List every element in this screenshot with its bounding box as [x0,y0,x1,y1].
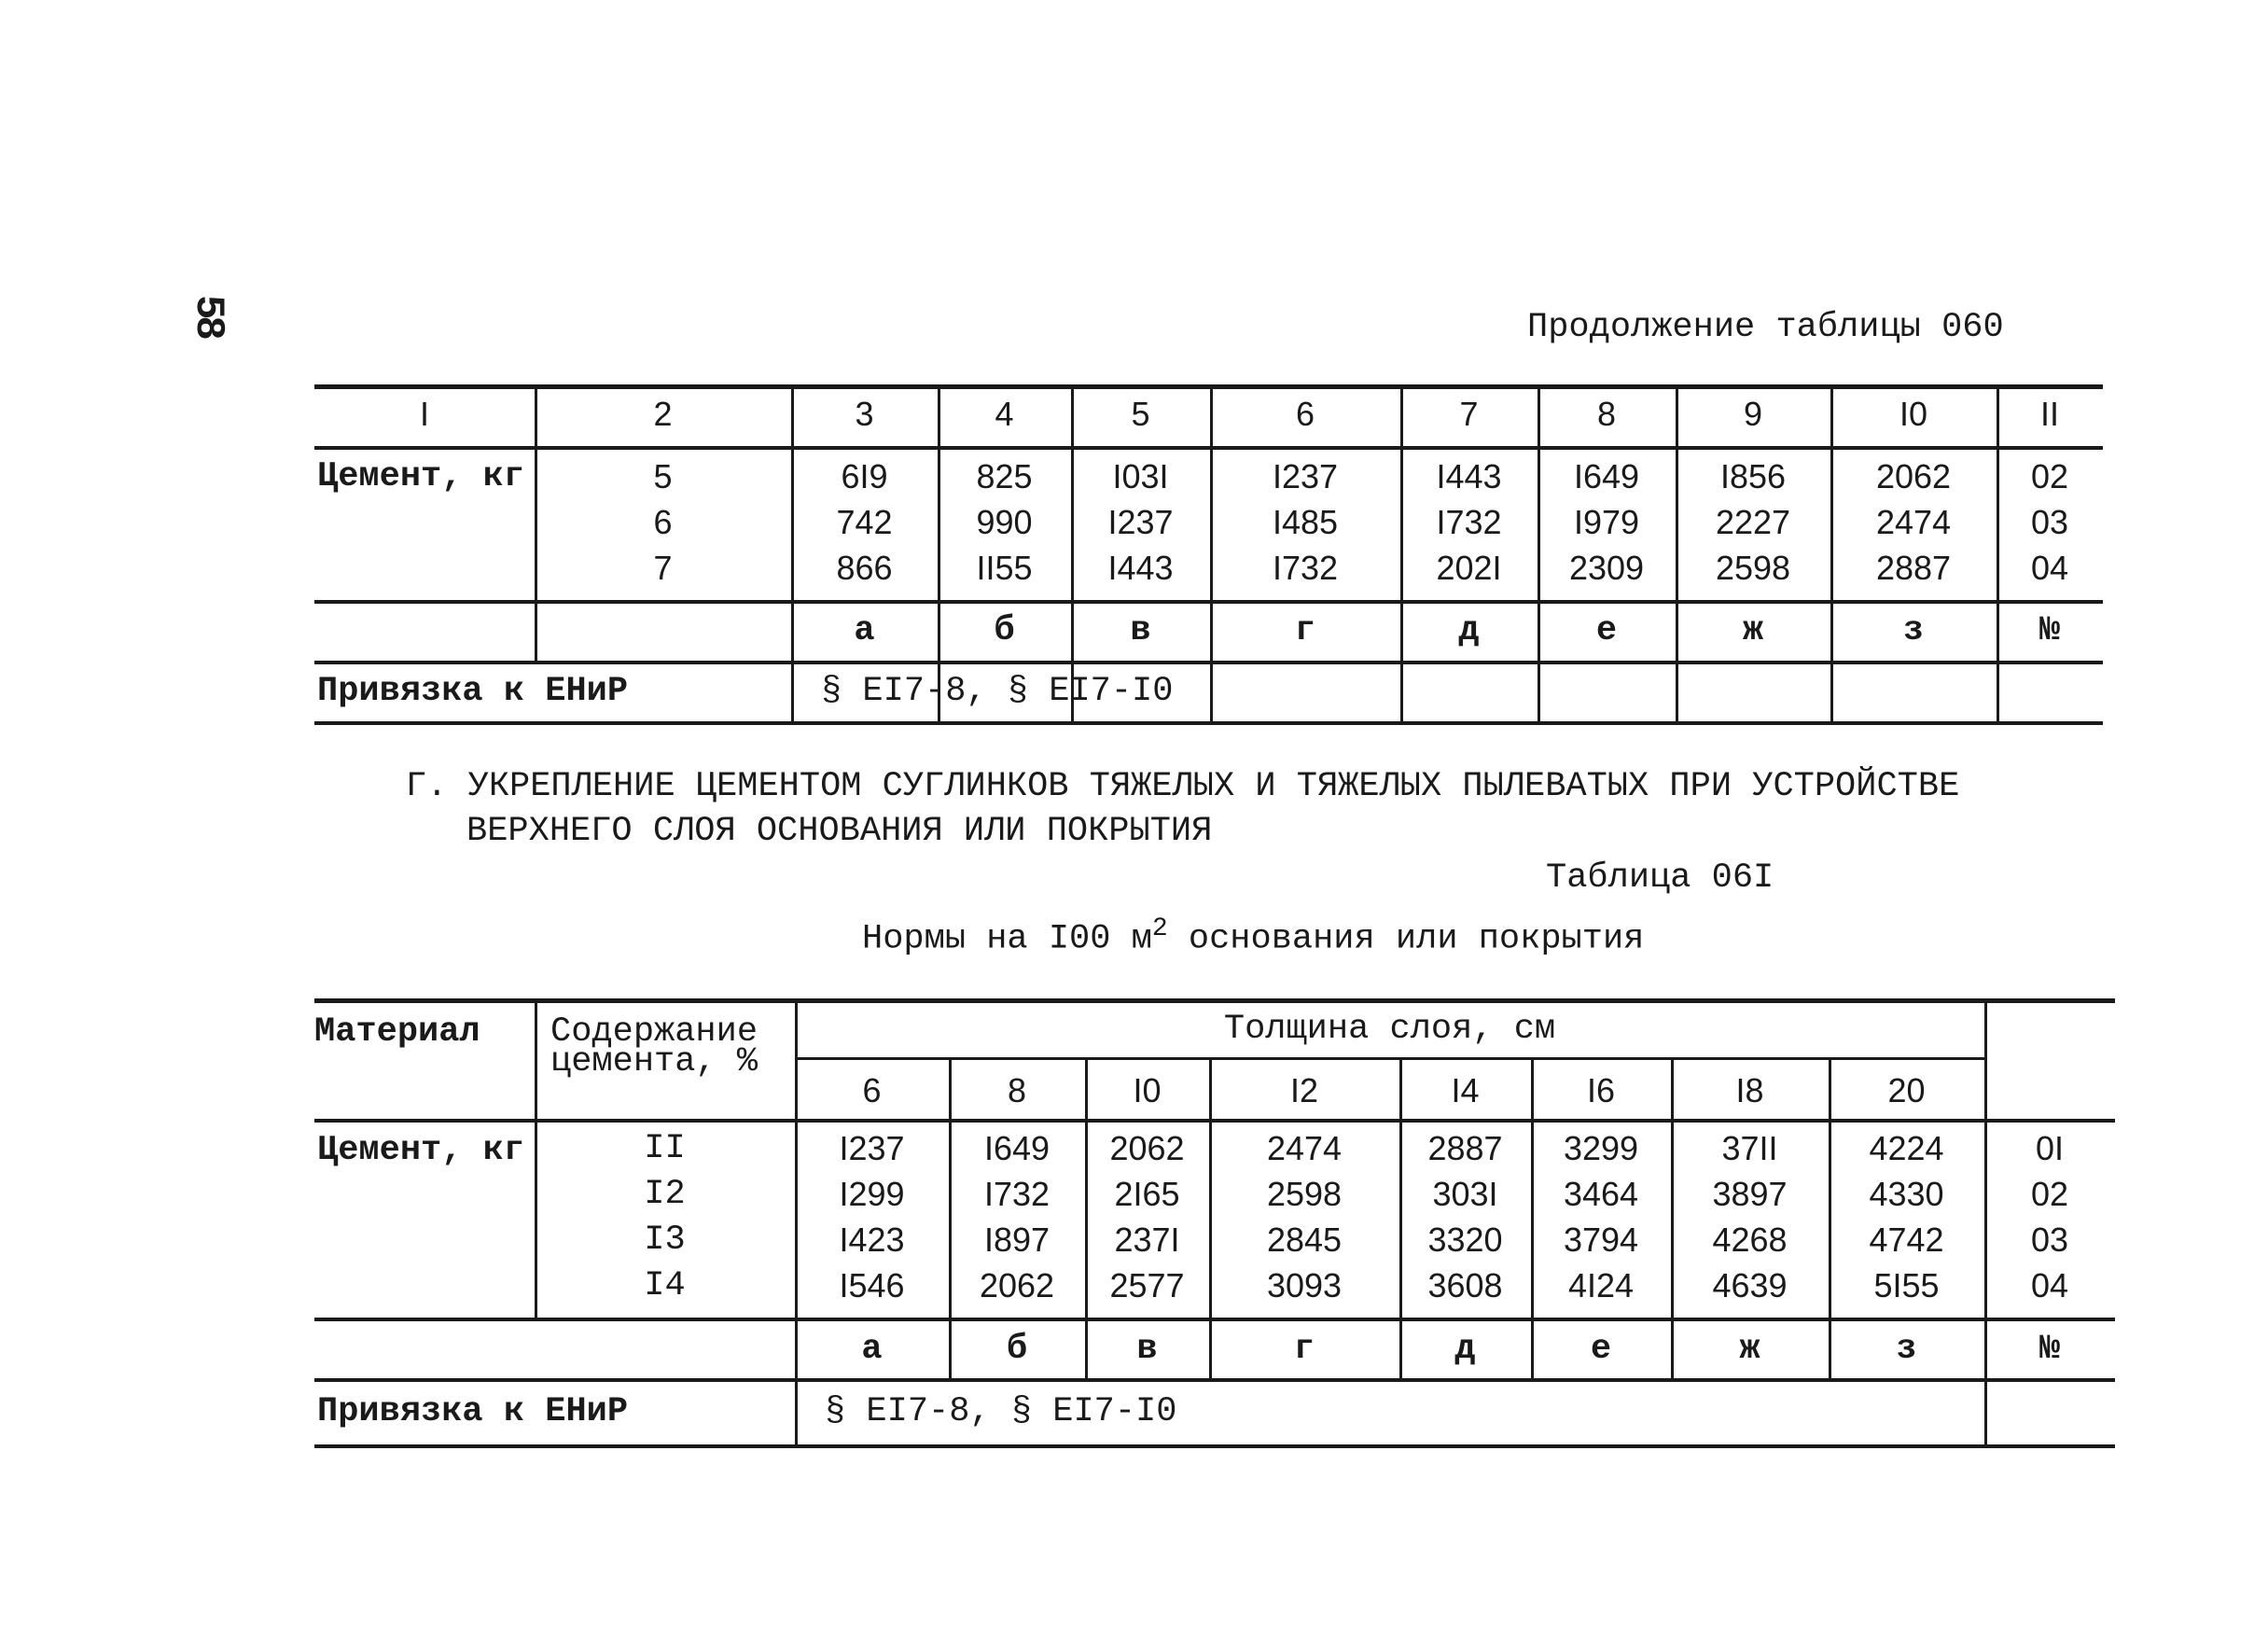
table-060-letter-cell: ж [1742,611,1764,650]
table-061-value-cell: 303I [1432,1175,1498,1213]
table-060-value-cell: 866 [836,549,893,587]
table-060-value-cell: I03I [1112,457,1169,495]
table-061-value-cell: 4330 [1869,1175,1944,1213]
table-061-letter-cell: а [861,1330,883,1369]
table-060-header-divider [314,446,2103,450]
table-060-value-cell: 2062 [1875,457,1952,495]
table-060-header-cell: 2 [653,395,673,433]
table-061-value-cell: 3794 [1563,1221,1639,1259]
table-060-value-cell: 990 [976,503,1033,541]
table-060-header-cell: 9 [1743,395,1763,433]
table-060-value-cell: 825 [976,457,1033,495]
table-061-code-cell: 04 [2030,1266,2069,1304]
table-061-thickness-cell: I6 [1586,1071,1616,1109]
table-060-value-cell: 6I9 [841,457,888,495]
table-060-binding-value: § EI7-8, § EI7-I0 [821,672,1174,711]
table-060-value-cell: 2598 [1715,549,1791,587]
table-061-value-cell: I299 [839,1175,905,1213]
table-061-header-material: Материал [314,1012,480,1052]
table-060-value-cell: 2887 [1875,549,1952,587]
table-060-header-cell: 7 [1459,395,1479,433]
table-060-letter-cell: г [1294,611,1316,650]
table-060-value-cell: 202I [1436,549,1502,587]
table-061-value-cell: 3464 [1563,1175,1639,1213]
table-061-value-cell: 2598 [1266,1175,1343,1213]
norms-suffix: основания или покрытия [1167,919,1645,959]
table-060-value-cell: I237 [1272,457,1339,495]
table-060-value-cell: I485 [1272,503,1339,541]
table-061-title: Таблица 06I [1546,858,1774,898]
table-061-thickness-cell: I2 [1289,1071,1319,1109]
table-061-code-cell: 02 [2030,1175,2069,1213]
table-061-content-cell: I3 [644,1221,686,1260]
continuation-title: Продолжение таблицы 060 [1527,308,2004,347]
table-060-header-cell: 4 [995,395,1014,433]
table-061-value-cell: 237I [1114,1221,1180,1259]
table-061-value-cell: 2474 [1266,1129,1343,1167]
table-060-material-label: Цемент, кг [317,457,525,496]
table-061-value-cell: 2I65 [1114,1175,1180,1213]
table-060-binding-label: Привязка к ЕНиР [317,672,629,711]
norms-superscript: 2 [1151,914,1168,943]
table-060-value-cell: I732 [1272,549,1339,587]
table-060-value-cell: I237 [1107,503,1174,541]
table-061-norms-caption [862,914,1644,958]
table-061-value-cell: I546 [839,1266,905,1304]
table-060-content-cell: 5 [653,457,673,495]
table-061-value-cell: 37II [1721,1129,1778,1167]
table-060-value-cell: 2227 [1715,503,1791,541]
table-061-content-cell: I2 [644,1175,686,1214]
table-061-value-cell: I423 [839,1221,905,1259]
table-061-value-cell: 4742 [1869,1221,1944,1259]
table-061-value-cell: 2062 [1109,1129,1185,1167]
section-heading-line1: Г. УКРЕПЛЕНИЕ ЦЕМЕНТОМ СУГЛИНКОВ ТЯЖЕЛЫХ И ТЯЖЕЛЫХ ПЫЛЕВАТЫХ ПРИ УСТРОЙСТВЕ [406,767,1960,806]
table-061-value-cell: I897 [983,1221,1051,1259]
table-060-header-cell: I [419,395,429,433]
table-061-value-cell: 4I24 [1567,1266,1635,1304]
table-061-value-cell: 3299 [1563,1129,1639,1167]
table-061-letter-cell: з [1896,1330,1917,1369]
table-061-letter-cell: в [1136,1330,1158,1369]
table-060-letter-cell: з [1902,611,1925,650]
table-061-value-cell: 3608 [1427,1266,1503,1304]
table-060-value-cell: I732 [1436,503,1502,541]
table-061-thickness-cell: 8 [1007,1071,1027,1109]
table-060-value-cell: 2474 [1875,503,1952,541]
table-060-header-cell: 8 [1596,395,1617,433]
table-060-code-cell: 03 [2030,503,2069,541]
table-061-binding-label: Привязка к ЕНиР [317,1392,629,1431]
table-061-letter-cell: д [1454,1330,1476,1369]
table-061-value-cell: 5I55 [1873,1266,1940,1304]
table-060-value-cell: I443 [1436,457,1502,495]
table-061-letter-cell: № [2038,1330,2061,1369]
table-061-thickness-divider [795,1057,1984,1060]
table-061-letter-cell: б [1006,1330,1028,1369]
table-061-header-thickness: Толщина слоя, см [1223,1010,1556,1049]
table-061-value-cell: 2577 [1109,1266,1185,1304]
table-061-letters-divider [314,1378,2115,1382]
table-060-letter-cell: № [2038,611,2061,650]
table-061-binding-value: § EI7-8, § EI7-I0 [825,1392,1177,1431]
table-060-body-divider [314,600,2103,604]
table-061-code-cell: 0I [2035,1129,2065,1167]
table-060-top-border [314,384,2103,389]
table-061-content-cell: II [644,1129,686,1168]
table-060-value-cell: 2309 [1568,549,1645,587]
table-060-letter-cell: е [1595,611,1618,650]
table-060-letter-cell: в [1130,611,1151,650]
table-061-code-cell: 03 [2030,1221,2069,1259]
table-061-thickness-cell: 6 [862,1071,882,1109]
table-061-material-label: Цемент, кг [317,1131,525,1170]
table-060-bottom-border [314,721,2103,725]
table-060-value-cell: I979 [1573,503,1640,541]
table-061-body-divider [314,1318,2115,1321]
table-061-value-cell: 2845 [1266,1221,1343,1259]
table-061-thickness-cell: 20 [1887,1071,1926,1109]
table-061-bottom-border [314,1444,2115,1448]
table-061-value-cell: I237 [839,1129,905,1167]
table-061-letter-cell: е [1590,1330,1612,1369]
table-060-content-cell: 7 [653,549,673,587]
table-061-value-cell: 2887 [1427,1129,1503,1167]
table-060-letter-cell: д [1458,611,1480,650]
table-060-value-cell: II55 [976,549,1033,587]
table-061-value-cell: 3320 [1427,1221,1503,1259]
table-060-header-cell: 3 [855,395,874,433]
table-060-letter-cell: б [994,611,1015,650]
table-060-header-cell: 6 [1295,395,1315,433]
table-060-content-cell: 6 [653,503,673,541]
table-060-value-cell: 742 [836,503,893,541]
table-061-value-cell: I732 [983,1175,1051,1213]
section-heading-line2: ВЕРХНЕГО СЛОЯ ОСНОВАНИЯ ИЛИ ПОКРЫТИЯ [466,812,1213,851]
table-060-letter-cell: а [854,611,875,650]
table-061-content-cell: I4 [644,1266,686,1305]
table-061-value-cell: 4639 [1712,1266,1788,1304]
table-060-code-cell: 04 [2030,549,2069,587]
table-060-header-cell: I0 [1899,395,1928,433]
table-061-value-cell: 4268 [1712,1221,1788,1259]
table-060-header-cell: 5 [1131,395,1150,433]
table-060-header-cell: II [2039,395,2059,433]
table-061-top-border [314,998,2115,1003]
table-061-header-content-2: цемента, % [550,1042,758,1081]
table-061-thickness-cell: I0 [1133,1071,1162,1109]
page-number: 58 [185,295,231,337]
table-060-value-cell: I856 [1719,457,1787,495]
table-061-header-divider [314,1119,2115,1123]
table-060-value-cell: I443 [1107,549,1174,587]
table-061-value-cell: 3897 [1712,1175,1788,1213]
norms-prefix: Нормы на I00 м [862,919,1152,959]
table-061-thickness-cell: I8 [1735,1071,1764,1109]
table-061-thickness-cell: I4 [1451,1071,1480,1109]
table-061-letter-cell: ж [1739,1330,1760,1369]
table-061-header-content-1: Содержание [550,1012,758,1052]
table-061-value-cell: 2062 [979,1266,1055,1304]
table-061-value-cell: 3093 [1266,1266,1343,1304]
table-060-letters-divider [314,661,2103,664]
table-060-value-cell: I649 [1573,457,1640,495]
table-061-value-cell: 4224 [1869,1129,1944,1167]
table-060-code-cell: 02 [2030,457,2069,495]
table-061-value-cell: I649 [983,1129,1051,1167]
table-061-letter-cell: г [1293,1330,1315,1369]
